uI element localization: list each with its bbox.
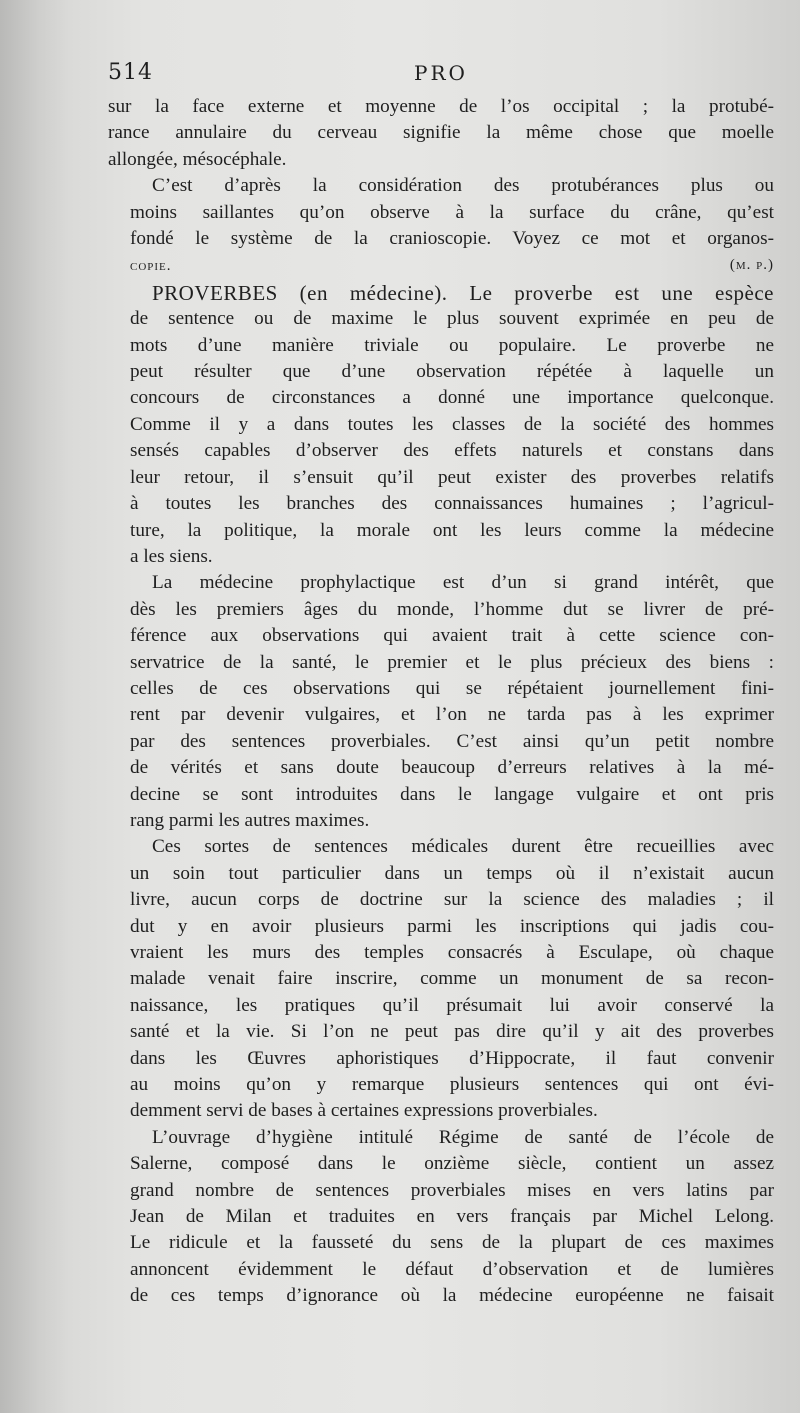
text-line: Salerne, composé dans le onzième siècle, contient un assez [130,1153,774,1175]
text-line: naissance, les pratiques qu’il présumait lui avoir conservé la [130,994,774,1016]
text-line: rent par devenir vulgaires, et l’on ne tarda pas à les exprimer [130,704,774,726]
text-line: dans les Œuvres aphoristiques d’Hippocrate, il faut convenir [130,1047,774,1069]
text-line: mots d’une manière triviale ou populaire. Le proverbe ne [130,334,774,356]
text-line: peut résulter que d’une observation répétée à laquelle un [130,361,774,383]
text-line: de ces temps d’ignorance où la médecine européenne ne faisait [130,1285,774,1307]
text-line: santé et la vie. Si l’on ne peut pas dire qu’il y ait des proverbes [130,1021,774,1043]
text-line: livre, aucun corps de doctrine sur la science des maladies ; il [130,889,774,911]
text-line: C’est d’après la considération des protubérances plus ou [152,175,774,197]
text-line: sur la face externe et moyenne de l’os occipital ; la protubé- [108,96,774,117]
paragraph-5 [108,834,774,1124]
text-line: férence aux observations qui avaient trait à cette science con- [130,625,774,647]
text-line: demment servi de bases à certaines expressions proverbiales. [130,1100,598,1122]
text-line: au moins qu’on y remarque plusieurs sentences qui ont évi- [130,1074,774,1096]
text-line: rang parmi les autres maximes. [130,809,370,831]
text-line: dès les premiers âges du monde, l’homme dut se livrer de pré- [130,598,774,620]
paragraph-1 [108,94,774,173]
text-line: Jean de Milan et traduites en vers français par Michel Lelong. [130,1206,774,1228]
entry-headword-line: PROVERBES (en médecine). Le proverbe est une espèce [152,280,774,305]
text-line: ture, la politique, la morale ont les leurs comme la médecine [130,519,774,541]
paragraph-3 [108,280,774,570]
page-number: 514 [108,60,153,85]
author-signature: (m. p.) [729,257,774,274]
text-line: a les siens. [130,545,213,567]
text-line: un soin tout particulier dans un temps où il n’existait aucun [130,862,774,884]
body-text [108,94,774,1310]
text-line: vraient les murs des temples consacrés à Esculape, où chaque [130,942,774,963]
text-line: fondé le système de la cranioscopie. Voyez ce mot et organos- [130,228,774,250]
text-line: rance annulaire du cerveau signifie la même chose que moelle [108,122,774,144]
text-line: servatrice de la santé, le premier et le plus précieux des biens : [130,651,774,673]
text-line: La médecine prophylactique est d’un si grand intérêt, que [152,572,774,594]
text-line: Ces sortes de sentences médicales durent être recueillies avec [152,836,774,858]
cross-reference: copie. [130,258,172,275]
text-line: decine se sont introduites dans le langage vulgaire et ont pris [130,783,774,805]
text-line: dut y en avoir plusieurs parmi les inscriptions qui jadis cou- [130,915,774,937]
text-line: grand nombre de sentences proverbiales mises en vers latins par [130,1179,774,1201]
text-line: celles de ces observations qui se répétaient journellement fini- [130,677,774,699]
text-line: annoncent évidemment le défaut d’observation et de lumières [130,1258,774,1280]
text-line: à toutes les branches des connaissances humaines ; l’agricul- [130,493,774,515]
page-header [108,58,774,94]
text-line: allongée, mésocéphale. [108,148,287,170]
spine-shadow [0,0,70,1413]
text-line: L’ouvrage d’hygiène intitulé Régime de santé de l’école de [152,1126,774,1148]
text-line: malade venait faire inscrire, comme un monument de sa recon- [130,968,774,990]
text-line: moins saillantes qu’on observe à la surface du crâne, qu’est [130,201,774,223]
text-line: de sentence ou de maxime le plus souvent exprimée en peu de [130,308,774,330]
paragraph-2 [108,173,774,280]
text-line: Le ridicule et la fausseté du sens de la plupart de ces maximes [130,1232,774,1254]
text-line [108,252,774,279]
text-line: par des sentences proverbiales. C’est ainsi qu’un petit nombre [130,730,774,752]
paragraph-6 [108,1125,774,1310]
text-line: sensés capables d’observer des effets naturels et constans dans [130,440,774,462]
text-line: concours de circonstances a donné une importance quelconque. [130,387,774,409]
text-line: de vérités et sans doute beaucoup d’erreurs relatives à la mé- [130,757,774,779]
text-line: Comme il y a dans toutes les classes de la société des hommes [130,413,774,435]
paragraph-4 [108,570,774,834]
running-head: PRO [414,61,468,85]
text-line: leur retour, il s’ensuit qu’il peut exister des proverbes relatifs [130,466,774,488]
